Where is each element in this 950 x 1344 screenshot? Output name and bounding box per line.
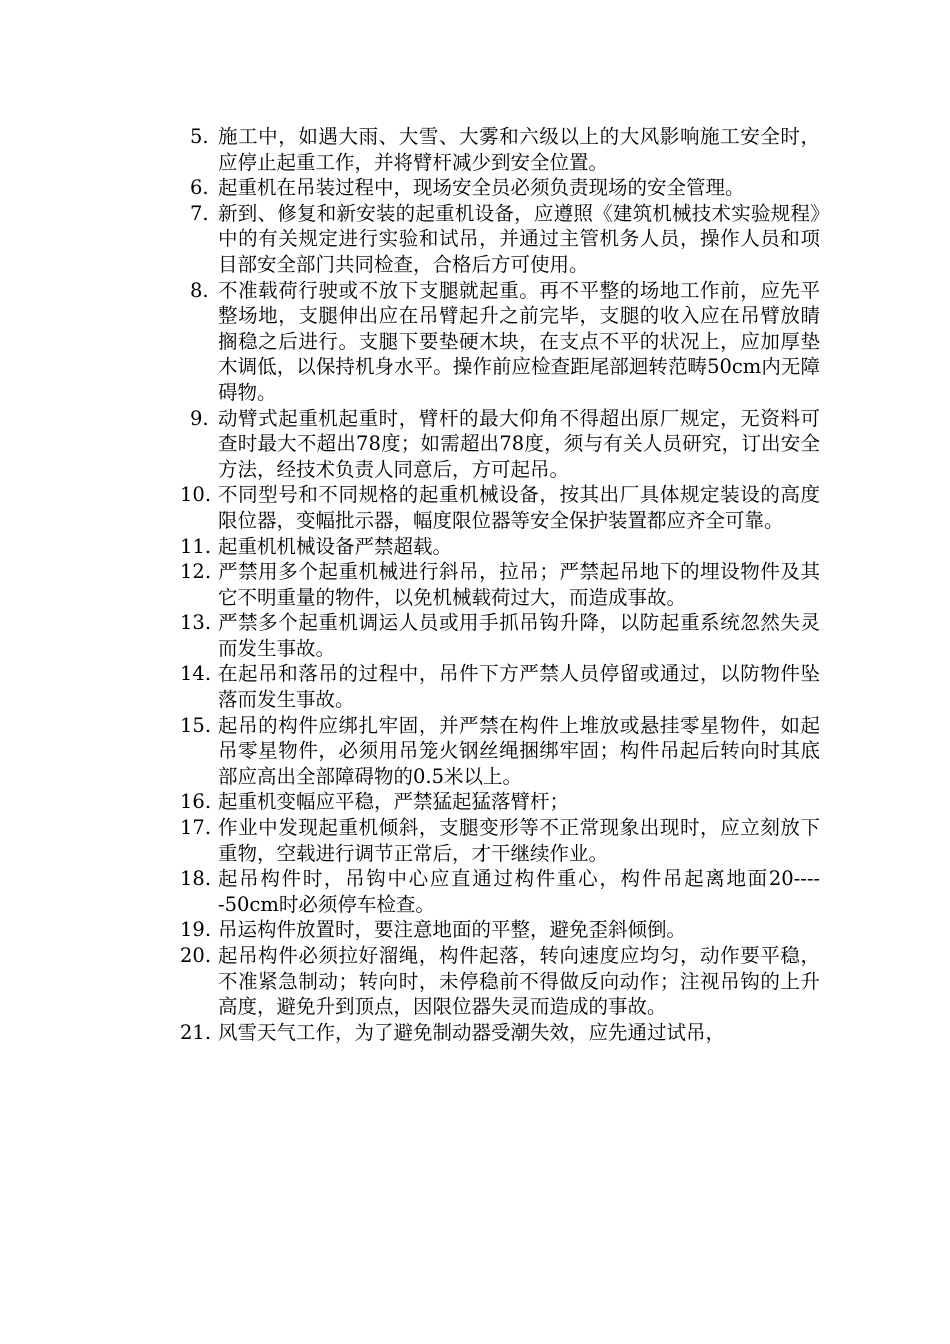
item-text: 起吊构件必须拉好溜绳，构件起落，转向速度应均匀，动作要平稳，不准紧急制动；转向时，未停稳前不得做反向动作；注视吊钩的上升高度，避免升到顶点，因限位器失灵而造成的事故。 [218, 944, 820, 1019]
item-text: 严禁多个起重机调运人员或用手抓吊钩升降，以防起重系统忽然失灵而发生事故。 [218, 611, 820, 660]
item-text: 作业中发现起重机倾斜，支腿变形等不正常现象出现时，应立刻放下重物，空载进行调节正常后，才干继续作业。 [218, 816, 820, 865]
item-text: 起重机变幅应平稳，严禁猛起猛落臂杆； [218, 790, 570, 814]
list-item [180, 124, 820, 175]
item-text: 不同型号和不同规格的起重机械设备，按其出厂具体规定装设的高度限位器，变幅批示器，幅度限位器等安全保护装置都应齐全可靠。 [218, 483, 820, 532]
item-number: 10. [180, 483, 212, 507]
item-number: 20. [180, 944, 212, 967]
list-item [180, 866, 820, 917]
list-item [180, 406, 820, 483]
item-text: 动臂式起重机起重时，臂杆的最大仰角不得超出原厂规定，无资料可查时最大不超出78度；如需超出78度，须与有关人员研究，订出安全方法，经技术负责人同意后，方可起吊。 [218, 406, 820, 481]
item-text: 风雪天气工作，为了避免制动器受潮失效，应先通过试吊， [218, 1020, 726, 1044]
item-text: 在起吊和落吊的过程中，吊件下方严禁人员停留或通过，以防物件坠落而发生事故。 [218, 662, 820, 712]
item-number: 15. [180, 713, 212, 737]
list-item [180, 1020, 820, 1046]
list-item [180, 789, 820, 815]
list-item [180, 559, 820, 610]
item-number: 12. [180, 560, 212, 584]
item-text: 施工中，如遇大雨、大雪、大雾和六级以上的大风影响施工安全时，应停止起重工作，并将臂杆减少到安全位置。 [218, 125, 820, 174]
item-text: 起重机在吊装过程中，现场安全员必须负责现场的安全管理。 [218, 176, 745, 200]
item-text: 起吊构件时，吊钩中心应直通过构件重心，构件吊起离地面20-----50cm时必须停车检查。 [218, 867, 820, 916]
list-item [180, 610, 820, 661]
item-number: 16. [180, 790, 212, 814]
item-number: 6. [190, 176, 209, 200]
item-number: 13. [180, 611, 212, 635]
item-number: 18. [180, 867, 212, 891]
list-item [180, 815, 820, 866]
list-item [180, 278, 820, 406]
item-number: 21. [180, 1020, 212, 1044]
item-number: 5. [190, 125, 209, 148]
item-number: 7. [190, 201, 209, 225]
list-item [180, 713, 820, 790]
list-item [180, 917, 820, 943]
item-text: 起吊的构件应绑扎牢固，并严禁在构件上堆放或悬挂零星物件，如起吊零星物件，必须用吊笼火钢丝绳捆绑牢固；构件吊起后转向时其底部应高出全部障碍物的0.5米以上。 [218, 713, 820, 788]
item-number: 17. [180, 816, 212, 840]
list-item [180, 943, 820, 1020]
safety-rules-list [180, 124, 820, 1045]
item-number: 8. [190, 278, 209, 302]
item-number: 14. [180, 662, 212, 686]
item-text: 起重机机械设备严禁超载。 [218, 534, 453, 558]
list-item [180, 661, 820, 712]
item-text: 吊运构件放置时，要注意地面的平整，避免歪斜倾倒。 [218, 918, 687, 942]
item-number: 9. [190, 406, 209, 430]
item-number: 19. [180, 918, 212, 942]
list-item [180, 482, 820, 533]
list-item [180, 201, 820, 278]
item-text: 新到、修复和新安装的起重机设备，应遵照《建筑机械技术实验规程》中的有关规定进行实验和试吊，并通过主管机务人员，操作人员和项目部安全部门共同检查，合格后方可使用。 [218, 201, 820, 276]
item-text: 严禁用多个起重机械进行斜吊，拉吊；严禁起吊地下的埋设物件及其它不明重量的物件，以免机械载荷过大，而造成事故。 [218, 560, 820, 609]
list-item [180, 534, 820, 560]
list-item [180, 175, 820, 201]
item-number: 11. [180, 534, 212, 558]
item-text: 不准载荷行驶或不放下支腿就起重。再不平整的场地工作前，应先平整场地，支腿伸出应在吊臂起升之前完毕，支腿的收入应在吊臂放睛搁稳之后进行。支腿下要垫硬木块，在支点不平的状况上，应加厚垫木调低，以保持机身水平。操作前应检查距尾部迴转范畴50cm内无障碍物。 [218, 278, 820, 404]
